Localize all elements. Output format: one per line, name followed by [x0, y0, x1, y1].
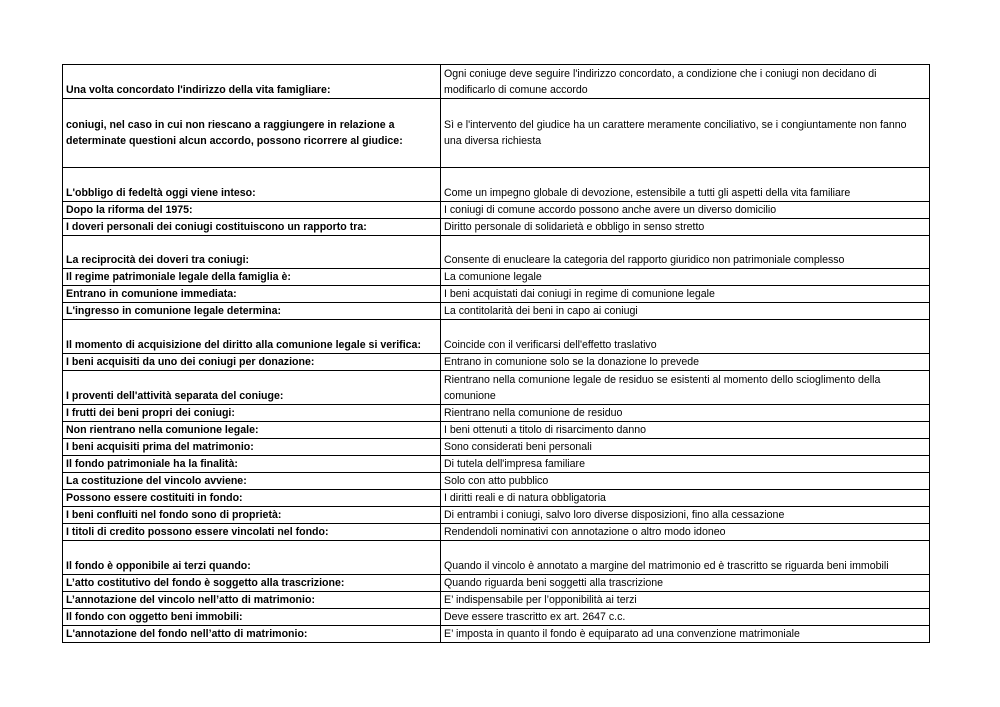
answer-cell[interactable]: Rientrano nella comunione de residuo [441, 405, 930, 422]
table-row [63, 303, 930, 320]
question-cell[interactable]: Il fondo patrimoniale ha la finalità: [63, 456, 441, 473]
question-cell[interactable]: Il fondo è opponibile ai terzi quando: [63, 541, 441, 575]
answer-cell[interactable]: E’ indispensabile per l’opponibilità ai terzi [441, 592, 930, 609]
question-cell[interactable]: I frutti dei beni propri dei coniugi: [63, 405, 441, 422]
question-cell[interactable]: La costituzione del vincolo avviene: [63, 473, 441, 490]
answer-cell[interactable]: Diritto personale di solidarietà e obbligo in senso stretto [441, 219, 930, 236]
table-row [63, 168, 930, 202]
question-cell[interactable]: coniugi, nel caso in cui non riescano a raggiungere in relazione a determinate questioni alcun accordo, possono ricorrere al giudice: [63, 99, 441, 168]
question-cell[interactable]: I beni acquisiti prima del matrimonio: [63, 439, 441, 456]
table-row [63, 524, 930, 541]
table-row [63, 405, 930, 422]
answer-cell[interactable]: Consente di enucleare la categoria del rapporto giuridico non patrimoniale complesso [441, 236, 930, 269]
answer-cell[interactable]: I beni ottenuti a titolo di risarcimento danno [441, 422, 930, 439]
answer-cell[interactable]: E’ imposta in quanto il fondo è equiparato ad una convenzione matrimoniale [441, 626, 930, 643]
question-cell[interactable]: I beni confluiti nel fondo sono di proprietà: [63, 507, 441, 524]
answer-cell[interactable]: I diritti reali e di natura obbligatoria [441, 490, 930, 507]
table-row [63, 269, 930, 286]
table-row [63, 354, 930, 371]
question-cell[interactable]: Il regime patrimoniale legale della famiglia è: [63, 269, 441, 286]
table-row [63, 575, 930, 592]
table-row [63, 456, 930, 473]
qa-table [62, 64, 930, 643]
qa-table-body [63, 65, 930, 643]
table-row [63, 473, 930, 490]
question-cell[interactable]: L'ingresso in comunione legale determina: [63, 303, 441, 320]
answer-cell[interactable]: Entrano in comunione solo se la donazione lo prevede [441, 354, 930, 371]
answer-cell[interactable]: Quando riguarda beni soggetti alla trascrizione [441, 575, 930, 592]
table-row [63, 541, 930, 575]
question-cell[interactable]: Una volta concordato l'indirizzo della vita famigliare: [63, 65, 441, 99]
question-cell[interactable]: Possono essere costituiti in fondo: [63, 490, 441, 507]
table-row [63, 422, 930, 439]
question-cell[interactable]: I proventi dell'attività separata del coniuge: [63, 371, 441, 405]
table-row [63, 490, 930, 507]
answer-cell[interactable]: Di entrambi i coniugi, salvo loro diverse disposizioni, fino alla cessazione [441, 507, 930, 524]
question-cell[interactable]: Il momento di acquisizione del diritto alla comunione legale si verifica: [63, 320, 441, 354]
answer-cell[interactable]: I beni acquistati dai coniugi in regime di comunione legale [441, 286, 930, 303]
question-cell[interactable]: I doveri personali dei coniugi costituiscono un rapporto tra: [63, 219, 441, 236]
answer-cell[interactable]: I coniugi di comune accordo possono anche avere un diverso domicilio [441, 202, 930, 219]
answer-cell[interactable]: Come un impegno globale di devozione, estensibile a tutti gli aspetti della vita familiare [441, 168, 930, 202]
answer-cell[interactable]: Coincide con il verificarsi dell'effetto traslativo [441, 320, 930, 354]
question-cell[interactable]: Il fondo con oggetto beni immobili: [63, 609, 441, 626]
answer-cell[interactable]: Rientrano nella comunione legale de residuo se esistenti al momento dello scioglimento della comunione [441, 371, 930, 405]
table-row [63, 439, 930, 456]
answer-cell[interactable]: Solo con atto pubblico [441, 473, 930, 490]
table-row [63, 592, 930, 609]
question-cell[interactable]: L'obbligo di fedeltà oggi viene inteso: [63, 168, 441, 202]
table-row [63, 65, 930, 99]
answer-cell[interactable]: Di tutela dell'impresa familiare [441, 456, 930, 473]
answer-cell[interactable]: Quando il vincolo è annotato a margine del matrimonio ed è trascritto se riguarda beni immobili [441, 541, 930, 575]
question-cell[interactable]: La reciprocità dei doveri tra coniugi: [63, 236, 441, 269]
answer-cell[interactable]: La contitolarità dei beni in capo ai coniugi [441, 303, 930, 320]
question-cell[interactable]: Non rientrano nella comunione legale: [63, 422, 441, 439]
table-row [63, 609, 930, 626]
answer-cell[interactable]: La comunione legale [441, 269, 930, 286]
table-row [63, 320, 930, 354]
table-row [63, 507, 930, 524]
table-row [63, 626, 930, 643]
table-row [63, 236, 930, 269]
answer-cell[interactable]: Sono considerati beni personali [441, 439, 930, 456]
table-row [63, 219, 930, 236]
question-cell[interactable]: L’annotazione del vincolo nell’atto di matrimonio: [63, 592, 441, 609]
question-cell[interactable]: Dopo la riforma del 1975: [63, 202, 441, 219]
answer-cell[interactable]: Sì e l'intervento del giudice ha un carattere meramente conciliativo, se i congiuntamente non fanno una diversa richiesta [441, 99, 930, 168]
table-row [63, 371, 930, 405]
spreadsheet-sheet [62, 64, 929, 643]
question-cell[interactable]: Entrano in comunione immediata: [63, 286, 441, 303]
answer-cell[interactable]: Rendendoli nominativi con annotazione o altro modo idoneo [441, 524, 930, 541]
table-row [63, 99, 930, 168]
question-cell[interactable]: L’atto costitutivo del fondo è soggetto alla trascrizione: [63, 575, 441, 592]
question-cell[interactable]: I beni acquisiti da uno dei coniugi per donazione: [63, 354, 441, 371]
answer-cell[interactable]: Deve essere trascritto ex art. 2647 c.c. [441, 609, 930, 626]
question-cell[interactable]: I titoli di credito possono essere vincolati nel fondo: [63, 524, 441, 541]
table-row [63, 202, 930, 219]
table-row [63, 286, 930, 303]
question-cell[interactable]: L'annotazione del fondo nell’atto di matrimonio: [63, 626, 441, 643]
answer-cell[interactable]: Ogni coniuge deve seguire l'indirizzo concordato, a condizione che i coniugi non decidano di modificarlo di comune accordo [441, 65, 930, 99]
